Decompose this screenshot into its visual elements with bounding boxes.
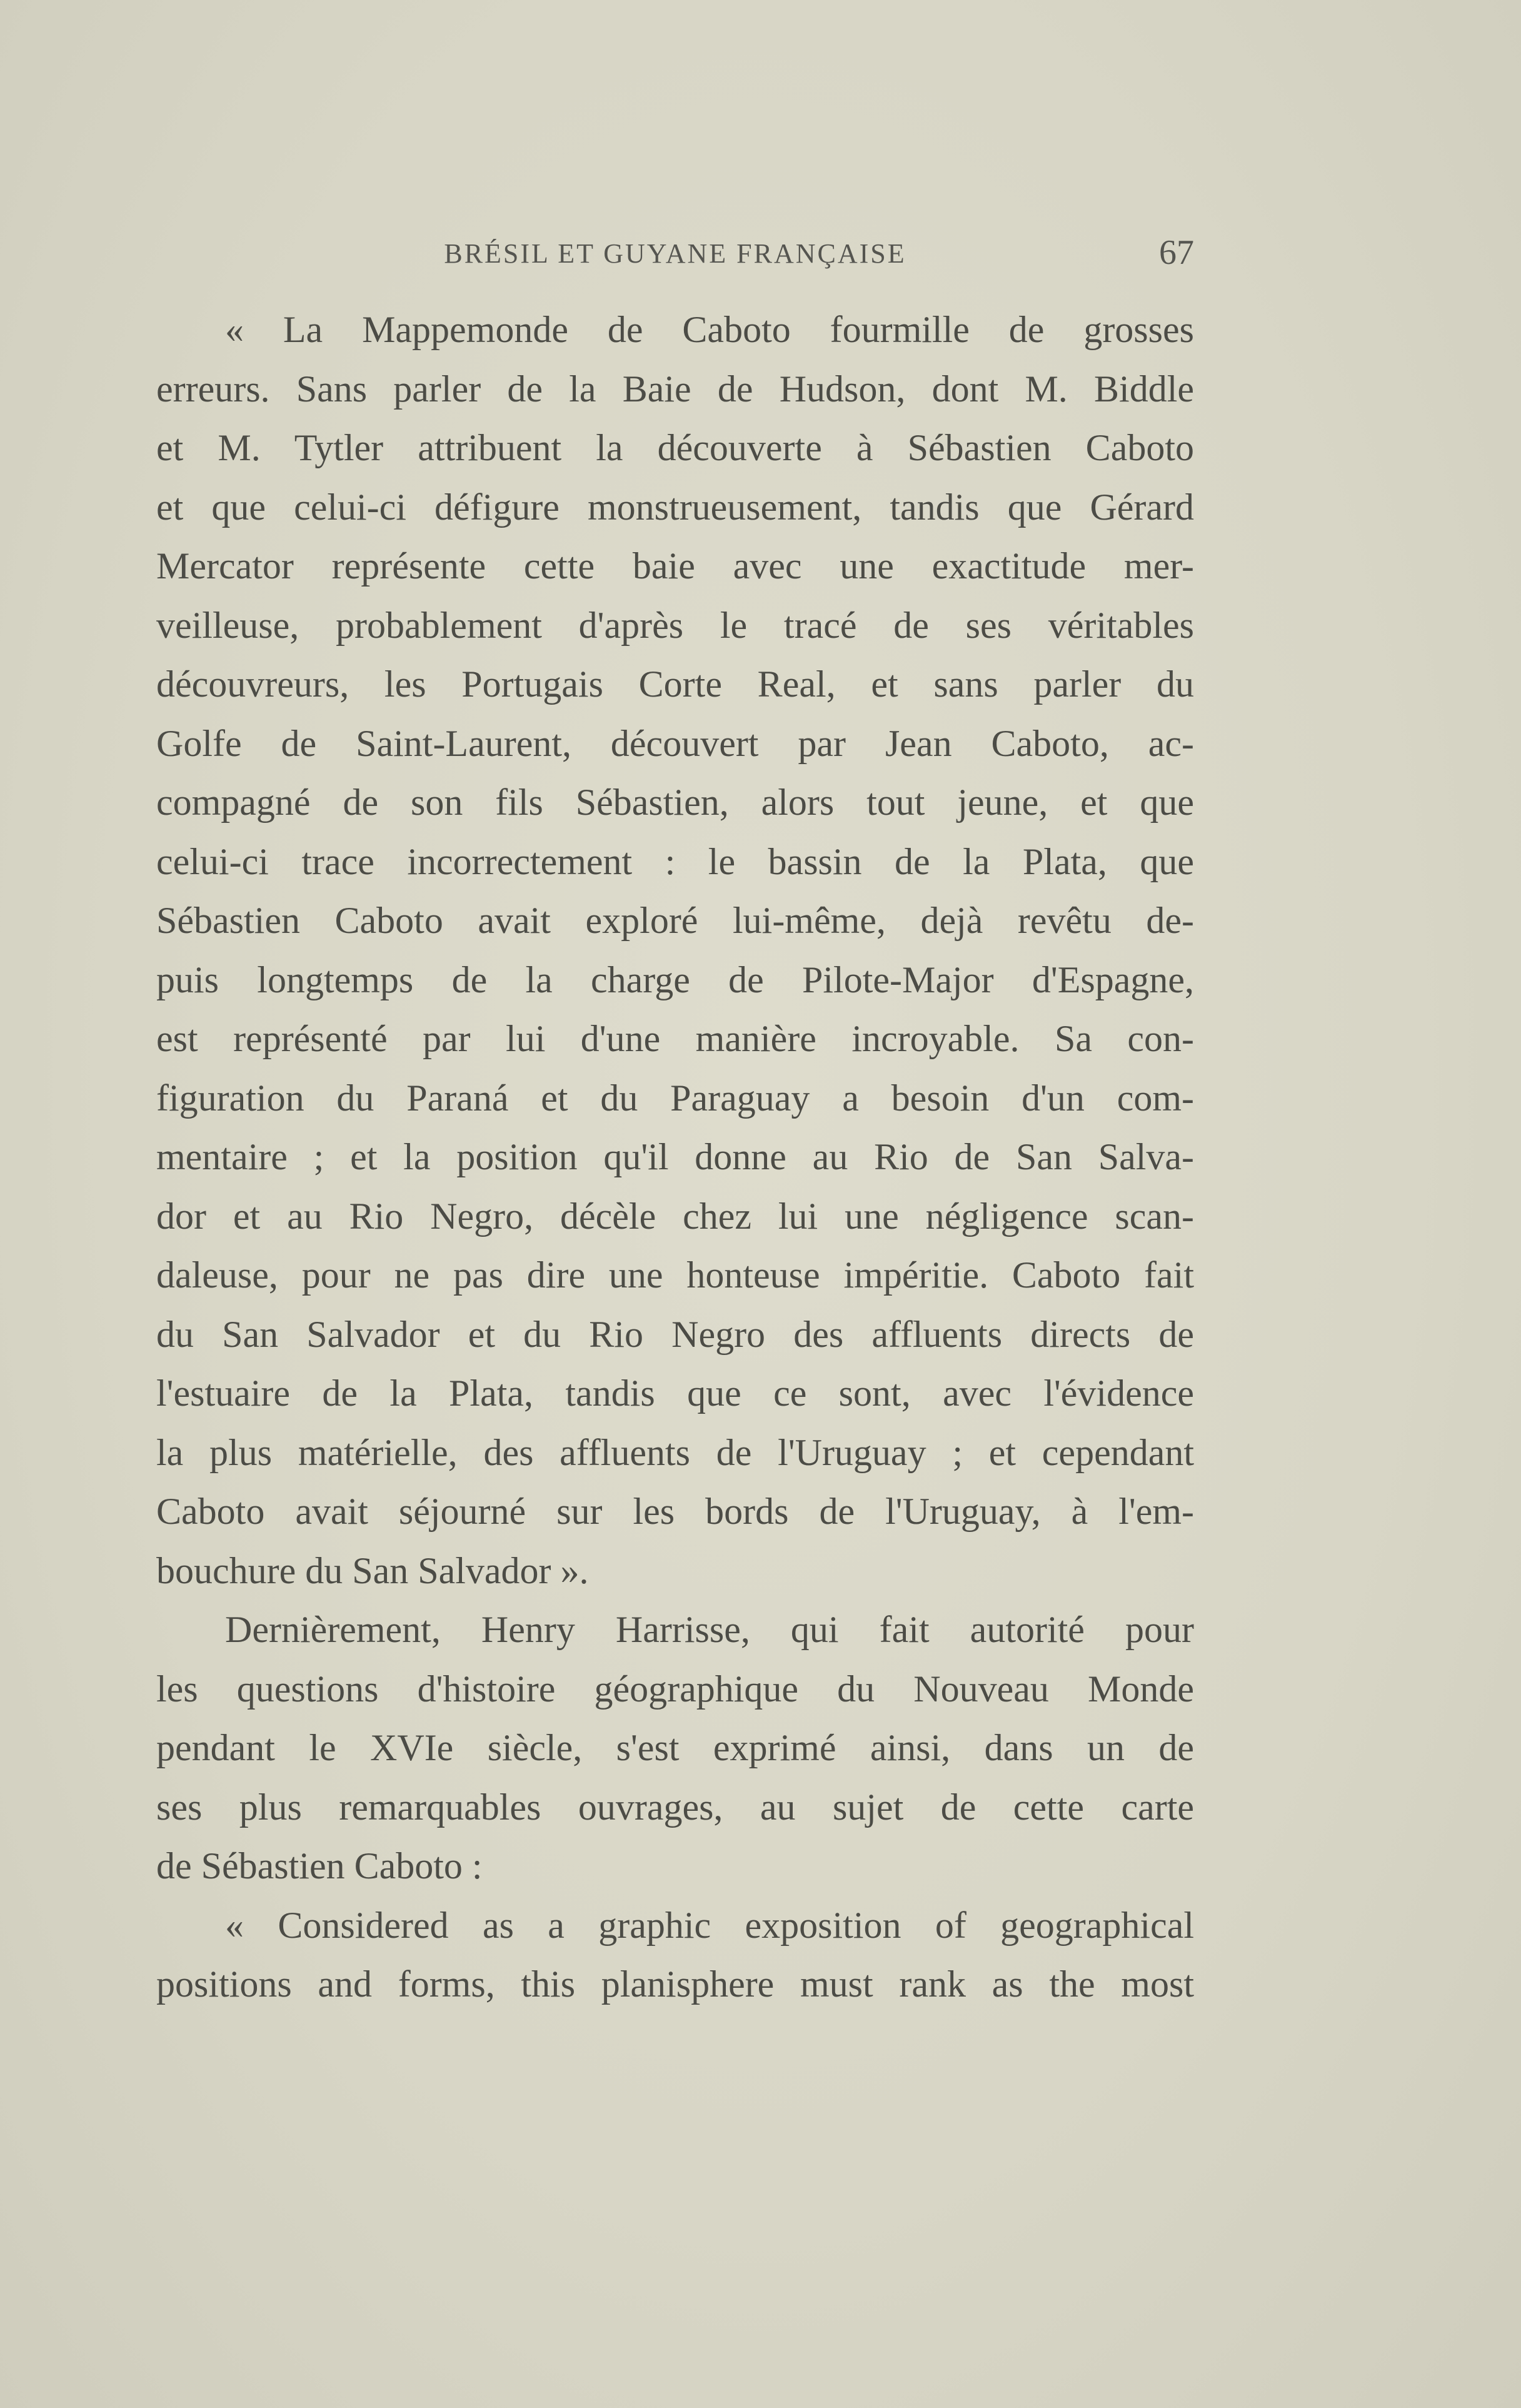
text-line: compagné de son fils Sébastien, alors tout jeune, et que xyxy=(156,782,1194,823)
body-text xyxy=(156,300,1194,2014)
text-line: les questions d'histoire géographique du Nouveau Monde xyxy=(156,1668,1194,1710)
text-line: du San Salvador et du Rio Negro des affluents directs de xyxy=(156,1313,1194,1355)
text-line: Sébastien Caboto avait exploré lui-même, dejà revêtu de- xyxy=(156,900,1194,941)
text-line: « Considered as a graphic exposition of geographical xyxy=(225,1904,1194,1946)
text-line: « La Mappemonde de Caboto fourmille de grosses xyxy=(225,309,1194,350)
text-line: pendant le XVIe siècle, s'est exprimé ainsi, dans un de xyxy=(156,1727,1194,1768)
running-head: BRÉSIL ET GUYANE FRANÇAISE xyxy=(444,238,906,269)
page-number: 67 xyxy=(1159,233,1194,272)
text-line: daleuse, pour ne pas dire une honteuse impéritie. Caboto fait xyxy=(156,1254,1194,1296)
text-line: dor et au Rio Negro, décèle chez lui une négligence scan- xyxy=(156,1195,1194,1237)
text-line: positions and forms, this planisphere must rank as the most xyxy=(156,1963,1194,2005)
text-line: puis longtemps de la charge de Pilote-Major d'Espagne, xyxy=(156,959,1194,1000)
text-line: Caboto avait séjourné sur les bords de l'Uruguay, à l'em- xyxy=(156,1491,1194,1532)
text-line: erreurs. Sans parler de la Baie de Hudson, dont M. Biddle xyxy=(156,368,1194,410)
text-line: la plus matérielle, des affluents de l'Uruguay ; et cependant xyxy=(156,1431,1194,1473)
text-line: Golfe de Saint-Laurent, découvert par Jean Caboto, ac- xyxy=(156,722,1194,764)
text-line: de Sébastien Caboto : xyxy=(156,1845,483,1887)
text-line: ses plus remarquables ouvrages, au sujet de cette carte xyxy=(156,1786,1194,1828)
text-line: veilleuse, probablement d'après le tracé de ses véritables xyxy=(156,604,1194,646)
text-line: découvreurs, les Portugais Corte Real, et sans parler du xyxy=(156,663,1194,705)
text-line: est représenté par lui d'une manière incroyable. Sa con- xyxy=(156,1018,1194,1059)
text-line: celui-ci trace incorrectement : le bassin de la Plata, que xyxy=(156,840,1194,882)
text-line: bouchure du San Salvador ». xyxy=(156,1549,589,1591)
page-header xyxy=(156,233,1194,283)
text-line: figuration du Paraná et du Paraguay a besoin d'un com- xyxy=(156,1077,1194,1119)
text-line: Dernièrement, Henry Harrisse, qui fait autorité pour xyxy=(225,1609,1194,1650)
text-line: Mercator représente cette baie avec une exactitude mer- xyxy=(156,545,1194,587)
text-line: et M. Tytler attribuent la découverte à Sébastien Caboto xyxy=(156,427,1194,468)
text-line: l'estuaire de la Plata, tandis que ce sont, avec l'évidence xyxy=(156,1373,1194,1414)
text-line: et que celui-ci défigure monstrueusement, tandis que Gérard xyxy=(156,486,1194,528)
text-line: mentaire ; et la position qu'il donne au Rio de San Salva- xyxy=(156,1136,1194,1177)
